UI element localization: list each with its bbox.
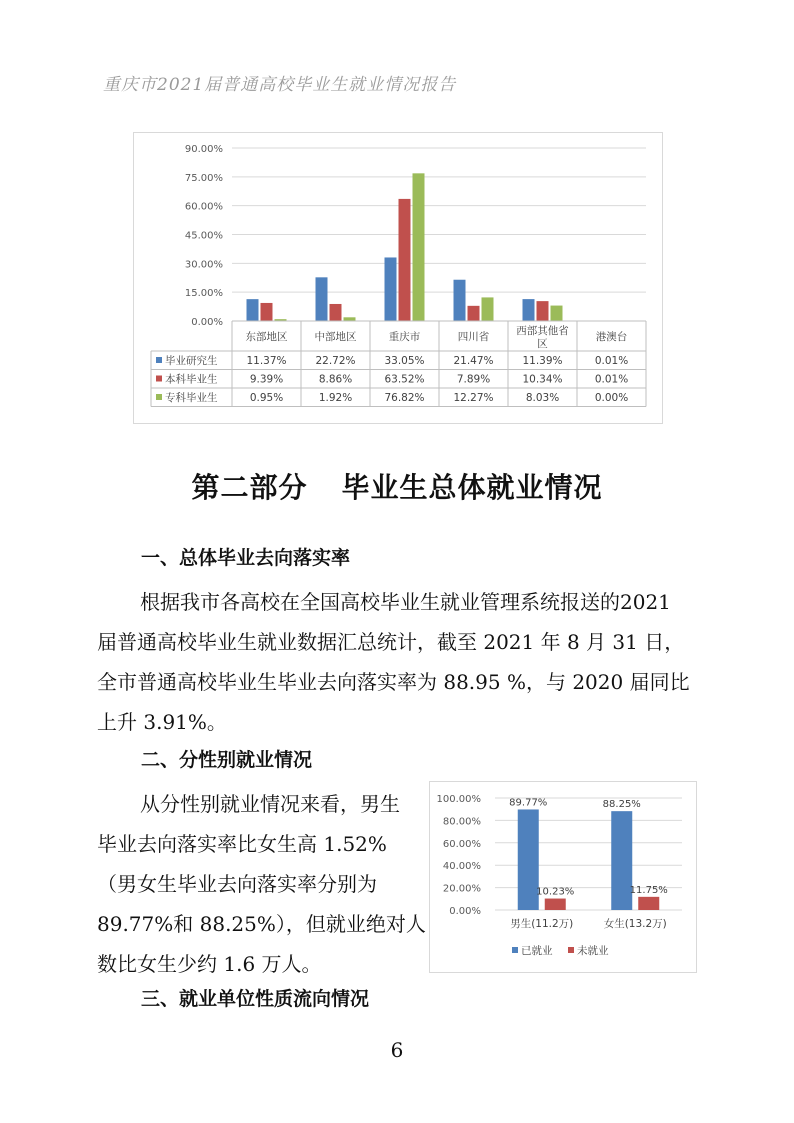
bar-毕业研究生 <box>385 257 397 321</box>
gender-employment-chart <box>429 781 697 973</box>
bar-本科毕业生 <box>261 303 273 321</box>
bar-本科毕业生 <box>537 301 549 321</box>
bar-专科毕业生 <box>482 297 494 321</box>
category-label: 港澳台 <box>595 331 628 343</box>
category-label: 中部地区 <box>314 331 357 343</box>
paragraph-line: 从分性别就业情况来看，男生 <box>140 792 400 816</box>
legend-label: 本科毕业生 <box>165 373 218 386</box>
section3-title: 三、就业单位性质流向情况 <box>141 988 370 1010</box>
legend-label: 毕业研究生 <box>165 355 218 367</box>
data-label: 76.82% <box>384 392 425 404</box>
section1-paragraph <box>97 582 697 742</box>
data-label: 11.37% <box>246 355 287 367</box>
y-tick-label: 80.00% <box>442 816 481 828</box>
y-tick-label: 60.00% <box>442 838 481 850</box>
category-label: 女生(13.2万) <box>603 918 667 930</box>
bar-本科毕业生 <box>399 199 411 321</box>
category-label: 西部其他省 <box>516 325 569 337</box>
page-number: 6 <box>390 1038 404 1062</box>
data-label: 0.01% <box>594 355 629 367</box>
data-label: 10.34% <box>522 373 563 386</box>
paragraph-line: 届普通高校毕业生就业数据汇总统计，截至 2021 年 8 月 31 日， <box>97 630 685 654</box>
data-label: 1.92% <box>318 392 353 404</box>
y-tick-label: 90.00% <box>184 144 223 155</box>
y-tick-label: 0.00% <box>191 317 223 328</box>
data-label: 8.03% <box>525 392 560 404</box>
legend-label: 已就业 <box>521 945 553 957</box>
data-label: 63.52% <box>384 373 425 386</box>
data-label: 8.86% <box>318 373 353 386</box>
section2-title: 二、分性别就业情况 <box>141 749 313 771</box>
y-tick-label: 75.00% <box>184 172 223 184</box>
section2-paragraph <box>97 784 426 984</box>
section1-title: 一、总体毕业去向落实率 <box>141 547 351 569</box>
legend-swatch <box>156 394 162 400</box>
y-tick-label: 45.00% <box>184 230 223 242</box>
legend-label: 专科毕业生 <box>165 392 218 404</box>
y-tick-label: 0.00% <box>449 906 481 917</box>
paragraph-line: 全市普通高校毕业生毕业去向落实率为 88.95 %，与 2020 届同比 <box>97 670 690 694</box>
part-name: 毕业生总体就业情况 <box>341 471 603 504</box>
category-label: 四川省 <box>457 331 490 343</box>
legend-swatch <box>512 947 518 953</box>
data-label: 0.00% <box>594 392 629 404</box>
y-tick-label: 30.00% <box>184 259 223 271</box>
category-label: 重庆市 <box>388 331 421 343</box>
data-label: 0.95% <box>249 392 284 404</box>
category-label: 区 <box>537 338 548 350</box>
y-tick-label: 40.00% <box>442 861 481 873</box>
bar-毕业研究生 <box>247 299 259 321</box>
paragraph-line: 上升 3.91%。 <box>97 710 227 734</box>
legend-swatch <box>568 947 574 953</box>
data-label: 21.47% <box>453 355 494 367</box>
bar-未就业 <box>638 897 659 910</box>
data-label: 89.77% <box>509 797 548 809</box>
paragraph-line: 89.77%和 88.25%），但就业绝对人 <box>97 912 426 936</box>
paragraph-line: 数比女生少约 1.6 万人。 <box>97 952 322 976</box>
bar-专科毕业生 <box>551 306 563 321</box>
region-distribution-chart <box>133 132 663 424</box>
part-title <box>0 466 794 506</box>
y-tick-label: 20.00% <box>442 883 481 895</box>
bar-未就业 <box>545 899 566 910</box>
legend-swatch <box>156 357 162 363</box>
part-number: 第二部分 <box>191 471 308 504</box>
legend-label: 未就业 <box>577 945 609 957</box>
data-label: 88.25% <box>602 799 641 811</box>
gender-chart-svg <box>430 782 696 972</box>
data-label: 10.23% <box>536 886 575 898</box>
y-tick-label: 100.00% <box>436 794 481 805</box>
data-label: 7.89% <box>456 373 491 386</box>
paragraph-line: 毕业去向落实率比女生高 1.52% <box>97 832 387 856</box>
data-label: 12.27% <box>453 392 494 404</box>
region-chart-svg <box>134 133 662 423</box>
data-label: 33.05% <box>384 355 425 367</box>
data-label: 0.01% <box>594 373 629 386</box>
data-label: 11.39% <box>522 355 563 367</box>
y-tick-label: 60.00% <box>184 201 223 213</box>
paragraph-line: （男女生毕业去向落实率分别为 <box>97 872 377 896</box>
category-label: 东部地区 <box>245 331 288 343</box>
bar-专科毕业生 <box>413 173 425 321</box>
category-label: 男生(11.2万) <box>510 918 574 930</box>
data-label: 11.75% <box>629 884 668 896</box>
bar-本科毕业生 <box>330 304 342 321</box>
bar-本科毕业生 <box>468 306 480 321</box>
y-tick-label: 15.00% <box>184 288 223 300</box>
data-label: 22.72% <box>315 355 356 367</box>
data-label: 9.39% <box>249 373 284 386</box>
page-header: 重庆市2021届普通高校毕业生就业情况报告 <box>103 75 457 95</box>
bar-毕业研究生 <box>316 277 328 321</box>
bar-毕业研究生 <box>523 299 535 321</box>
bar-专科毕业生 <box>344 317 356 321</box>
bar-毕业研究生 <box>454 280 466 321</box>
paragraph-line: 根据我市各高校在全国高校毕业生就业管理系统报送的2021 <box>140 590 671 614</box>
legend-swatch <box>156 376 162 382</box>
